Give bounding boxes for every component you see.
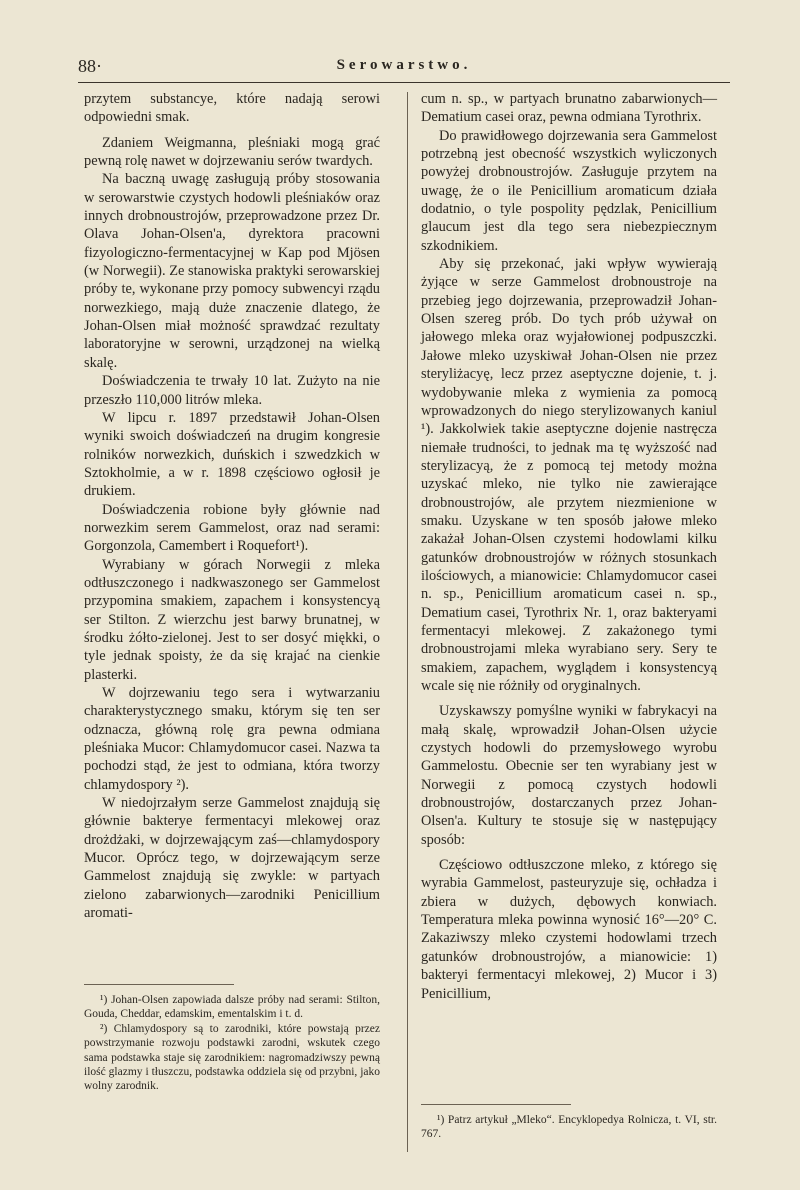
paragraph: Na baczną uwagę zasługują próby stosowania w serowarstwie czystych hodowli pleśniaków oraz innych drobnoustrojów, przeprowadzone przez Dr. Olava Johan-Olsen'a, dyrektora pracowni fizyologiczno-fermentacyjnej w Kap pod Mjösen (w Norwegii). Ze stanowiska praktyki serowarskiej próby te, wykonane przy pomocy subwencyi rządu norwezkiego, mają duże znaczenie dlatego, że Johan-Olsen miał możność sprawdzać rezultaty laboratoryjne w serowni, urządzonej na wielką skalę. [84,171,380,371]
left-footnotes [84,984,380,1094]
left-column [84,90,380,922]
paragraph: Zdaniem Weigmanna, pleśniaki mogą grać pewną rolę nawet w dojrzewaniu serów twardych. [84,134,380,170]
footnote: ¹) Johan-Olsen zapowiada dalsze próby nad serami: Stilton, Gouda, Cheddar, edamskim, ementalskim i t. d. [84,994,380,1021]
footnote-separator [84,984,234,985]
right-footnotes [421,1104,717,1142]
paragraph: Częściowo odtłuszczone mleko, z którego się wyrabia Gammelost, pasteuryzuje się, ochładza i zbiera w dużych, dębowych konwiach. Temperatura mleka powinna wynosić 16°—20° C. Zakaziwszy mleko czystemi hodowlami trzech gatunków drobnoustrojów, a mianowicie: 1) bakteryi fermentacyi mlekowej, 2) Mucor i 3) Penicillium, [421,857,717,1002]
running-title: Serowarstwo. [336,57,472,73]
header-rule [78,82,730,83]
column-divider [407,92,408,1152]
paragraph: W lipcu r. 1897 przedstawił Johan-Olsen wyniki swoich doświadczeń na drugim kongresie rolników norwezkich, duńskich i szwedzkich w Sztokholmie, a w r. 1898 częściowo ogłosił je drukiem. [84,409,380,500]
right-column [421,90,717,1003]
paragraph: W dojrzewaniu tego sera i wytwarzaniu charakterystycznego smaku, którym się ten ser odznacza, główną rolę gra pewna odmiana pleśniaka Mucor: Chlamydomucor casei. Nazwa ta pochodzi stąd, że jest to odmiana, która tworzy chlamydospory ²). [84,685,380,793]
paragraph: Wyrabiany w górach Norwegii z mleka odtłuszczonego i nadkwaszonego ser Gammelost przypomina smakiem, zapachem i konsystencyą ser Stilton. Z wierzchu jest barwy brunatnej, w środku żółto-zielonej. Jest to ser dosyć miękki, o tyle jednak spoisty, że da się krajać na cienkie plasterki. [84,556,380,683]
footnote: ¹) Patrz artykuł „Mleko“. Encyklopedya Rolnicza, t. VI, str. 767. [421,1114,717,1141]
page-number: 88· [78,56,102,76]
paragraph: cum n. sp., w partyach brunatno zabarwionych—Dematium casei oraz, pewna odmiana Tyrothrix. [421,91,717,126]
page-header [78,56,730,82]
footnote: ²) Chlamydospory są to zarodniki, które powstają przez powstrzymanie rozwoju podstawki zarodni, wskutek czego sama podstawka staje się zarodnikiem: nagromadziwszy pewną ilość glazmy i tłuszczu, podstawka oddziela się od przybni, jako wolny zarodnik. [84,1022,380,1093]
paragraph: Doświadczenia te trwały 10 lat. Zużyto na nie przeszło 110,000 litrów mleka. [84,373,380,408]
paragraph: Uzyskawszy pomyślne wyniki w fabrykacyi na małą skalę, wprowadził Johan-Olsen użycie czystych hodowli do przemysłowego wyrobu Gammelostu. Obecnie ser ten wyrabiany jest w Norwegii z pomocą czystych hodowli drobnoustrojów, dostarczanych przez Johan-Olsen'a. Kultury te stosuje się w następujący sposób: [421,703,717,848]
paragraph: W niedojrzałym serze Gammelost znajdują się głównie bakterye fermentacyi mlekowej oraz drożdżaki, w dojrzewającym zaś—chlamydospory Mucor. Oprócz tego, w dojrzewającym serze Gammelost znajdują się zwykle: w partyach zielono zabarwionych—zarodniki Penicillium aromati- [84,795,380,922]
paragraph: Aby się przekonać, jaki wpływ wywierają żyjące w serze Gammelost drobnoustroje na przebieg jego dojrzewania, przeprowadził Johan-Olsen szereg prób. Do tych prób używał on jałowego mleka oraz wyjałowionej podpuszczki. Jałowe mleko uzyskiwał Johan-Olsen nie przez steryliżacyę, lecz przez aseptyczne dojenie, t. j. wydobywanie mleka z wymienia za pomocą wprowadzonych do niego sterylizowanych kaniul ¹). Jakkolwiek takie aseptyczne dojenie nastręcza niemałe trudności, to jednak ma tę wyższość nad sterylizacyą, że z pomocą tej metody można uzyskać mleko, nie tylko nie zawierające drobnoustrojów, ale przytem niezmienione w smaku. Uzyskane w ten sposób jałowe mleko zakażał Johan-Olsen czystemi hodowlami kilku gatunków drobnoustrojów w różnych stosunkach ilościowych, a mianowicie: Chlamydomucor casei n. sp., Penicillium aromaticum casei n. sp., Dematium casei, Tyrothrix Nr. 1, oraz bakteryami fermentacyi mlekowej. Z zakażonego tymi drobnoustrojami mleka wyrabiano sery. Sery te smakiem, zapachem, wyglądem i konsystencyą wcale się nie różniły od oryginalnych. [421,256,717,694]
paragraph: Doświadczenia robione były głównie nad norwezkim serem Gammelost, oraz nad serami: Gorgonzola, Camembert i Roquefort¹). [84,501,380,555]
footnote-separator [421,1104,571,1105]
paragraph: Do prawidłowego dojrzewania sera Gammelost potrzebną jest obecność wszystkich wyliczonych powyżej drobnoustrojów. Zasługuje przytem na uwagę, że o ile Penicillium aromaticum działa dodatnio, o tyle pospolity pędzlak, Penicillium glaucum jest dla tego sera niebezpiecznym szkodnikiem. [421,127,717,254]
paragraph: przytem substancye, które nadają serowi odpowiedni smak. [84,91,380,126]
